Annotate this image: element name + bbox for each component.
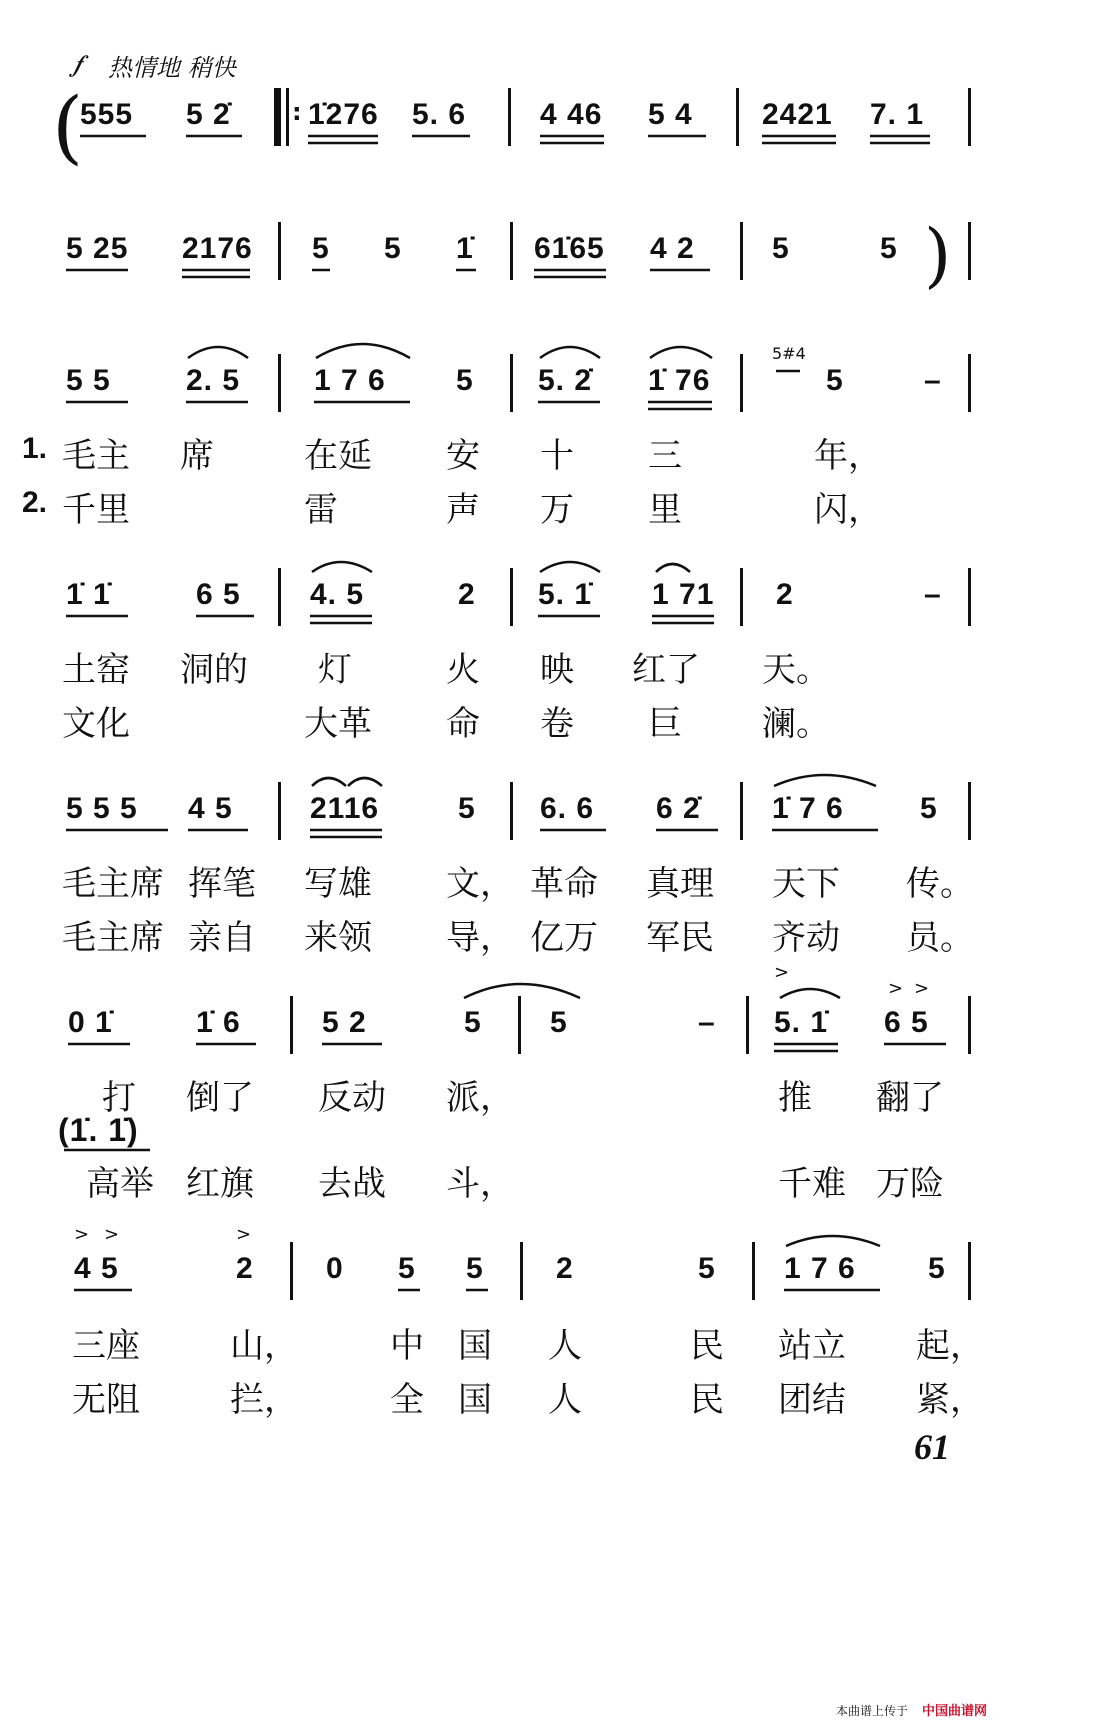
lyric: 年，	[814, 436, 882, 476]
lyric: 三座	[72, 1326, 140, 1366]
note-group: 6 5	[196, 578, 241, 611]
tempo-marking: 热情地 稍快	[108, 54, 236, 82]
note-group: 6 5	[884, 1006, 929, 1039]
lyric: 斗，	[446, 1164, 514, 1204]
note: 5	[928, 1252, 946, 1285]
barline	[746, 996, 749, 1054]
lyric: 军民	[646, 918, 714, 958]
lyric: 真理	[646, 864, 714, 904]
lyric: 万	[540, 490, 574, 530]
note-group: 1̇276	[308, 98, 379, 131]
lyric: 红旗	[186, 1164, 254, 1204]
lyric: 无阻	[72, 1380, 140, 1420]
lyric: 千里	[62, 490, 130, 530]
lyric: 安	[446, 436, 480, 476]
note: 2	[776, 578, 794, 611]
alternate-notes: (1̇. 1̇)	[58, 1112, 139, 1148]
lyric: 国	[458, 1326, 492, 1366]
lyric: 火	[446, 650, 480, 690]
note: 2	[236, 1252, 254, 1285]
note-group: 5. 1̇	[538, 578, 593, 611]
intro-close-paren: )	[924, 214, 952, 296]
barline	[740, 222, 743, 280]
lyric: 去战	[318, 1164, 386, 1204]
lyric: 在延	[304, 436, 372, 476]
note-group: 4 5	[74, 1252, 119, 1285]
note-group: 1̇ 7 6	[772, 792, 844, 825]
dash: –	[924, 364, 942, 397]
lyric: 亿万	[530, 918, 598, 958]
note-group: 2116	[310, 792, 380, 825]
note-group: 4. 5	[310, 578, 365, 611]
note-group: 2. 5	[186, 364, 241, 397]
note-group: 5 5 5	[66, 792, 138, 825]
lyric: 写雄	[304, 864, 372, 904]
note-group: 1 7 6	[314, 364, 386, 397]
note-group: 2176	[182, 232, 253, 265]
lyric: 国	[458, 1380, 492, 1420]
note-group: 1 7 6	[784, 1252, 856, 1285]
note-group: 4 46	[540, 98, 603, 131]
note: 5	[826, 364, 844, 397]
note: 2	[458, 578, 476, 611]
lyric: 席	[180, 436, 214, 476]
barline	[510, 568, 513, 626]
lyric: 导，	[446, 918, 514, 958]
barline	[520, 1242, 523, 1300]
note-group: 5 25	[66, 232, 129, 265]
lyric: 万险	[876, 1164, 944, 1204]
repeat-barline-thin	[286, 88, 289, 146]
note: 5	[398, 1252, 416, 1285]
note-group: 5 2	[322, 1006, 367, 1039]
barline	[278, 354, 281, 412]
verse-number: 2.	[22, 486, 48, 519]
barline	[968, 782, 971, 840]
repeat-barline	[274, 88, 281, 146]
lyric: 洞的	[180, 650, 248, 690]
lyric: 挥笔	[188, 864, 256, 904]
note-group: 1̇ 6	[196, 1006, 241, 1039]
grace-notes: 5#4	[772, 344, 806, 363]
note-group: 6. 6	[540, 792, 595, 825]
lyric: 里	[648, 490, 682, 530]
barline	[510, 782, 513, 840]
repeat-dots: :	[292, 98, 302, 126]
barline	[740, 568, 743, 626]
lyric: 毛主席	[62, 918, 164, 958]
barline	[510, 354, 513, 412]
barline	[740, 782, 743, 840]
note-group: 1̇ 76	[648, 364, 711, 397]
lyric: 天。	[762, 650, 830, 690]
svg-text:>: >	[888, 978, 904, 999]
svg-text:>: >	[236, 1224, 252, 1245]
lyric: 人	[548, 1380, 582, 1420]
barline	[736, 88, 739, 146]
barline	[968, 1242, 971, 1300]
note-group: 4 2	[650, 232, 695, 265]
note-group: 5 5	[66, 364, 111, 397]
lyric: 派，	[446, 1078, 514, 1118]
lyric: 土窑	[62, 650, 130, 690]
lyric: 站立	[778, 1326, 846, 1366]
note-group: 5. 1̇	[774, 1006, 829, 1039]
barline	[278, 222, 281, 280]
lyric: 中	[390, 1326, 424, 1366]
lyric: 传。	[906, 864, 974, 904]
lyric: 雷	[304, 490, 338, 530]
lyric: 推	[778, 1078, 812, 1118]
barline	[518, 996, 521, 1054]
note: 1̇	[456, 232, 474, 265]
dash: –	[924, 578, 942, 611]
lyric: 民	[690, 1380, 724, 1420]
note: 5	[312, 232, 330, 265]
barline	[740, 354, 743, 412]
site-logo: 中国曲谱网	[922, 1704, 988, 1719]
barline	[508, 88, 511, 146]
lyric: 三	[648, 436, 682, 476]
barline	[968, 222, 971, 280]
note: 5	[698, 1252, 716, 1285]
note: 5	[880, 232, 898, 265]
lyric: 起，	[916, 1326, 984, 1366]
lyric: 全	[390, 1380, 424, 1420]
barline	[278, 568, 281, 626]
note: 5	[458, 792, 476, 825]
intro-open-paren: (	[52, 80, 84, 173]
svg-text:>: >	[74, 1224, 90, 1245]
barline	[968, 354, 971, 412]
lyric: 毛主	[62, 436, 130, 476]
dynamic-marking: 𝆑	[74, 50, 82, 78]
lyric: 天下	[772, 864, 840, 904]
lyric: 闪，	[814, 490, 882, 530]
note: 2	[556, 1252, 574, 1285]
lyric: 红了	[632, 650, 700, 690]
note-group: 61̇65	[534, 232, 605, 265]
lyric: 澜。	[762, 704, 830, 744]
lyric: 巨	[648, 704, 682, 744]
barline	[968, 568, 971, 626]
note: 5	[384, 232, 402, 265]
lyric: 千难	[778, 1164, 846, 1204]
note-group: 5. 6	[412, 98, 467, 131]
lyric: 高举	[86, 1164, 154, 1204]
note: 5	[550, 1006, 568, 1039]
lyric: 文化	[62, 704, 130, 744]
verse-number: 1.	[22, 432, 48, 465]
lyric: 声	[446, 490, 480, 530]
svg-text:>: >	[104, 1224, 120, 1245]
note-group: 1̇ 1̇	[66, 578, 111, 611]
lyric: 大革	[304, 704, 372, 744]
lyric: 齐动	[772, 918, 840, 958]
barline	[290, 996, 293, 1054]
lyric: 山，	[230, 1326, 298, 1366]
note: 5	[456, 364, 474, 397]
barline	[752, 1242, 755, 1300]
lyric: 紧，	[916, 1380, 984, 1420]
lyric: 民	[690, 1326, 724, 1366]
lyric: 文，	[446, 864, 514, 904]
note: 5	[772, 232, 790, 265]
lyric: 命	[446, 704, 480, 744]
lyric: 倒了	[186, 1078, 254, 1118]
note: 0	[326, 1252, 344, 1285]
lyric: 映	[540, 650, 574, 690]
barline	[968, 88, 971, 146]
lyric: 来领	[304, 918, 372, 958]
note-group: 5 2̇	[186, 98, 231, 131]
svg-text:>: >	[774, 962, 790, 983]
barline	[968, 996, 971, 1054]
lyric: 反动	[318, 1078, 386, 1118]
note: 5	[920, 792, 938, 825]
note-group: 555	[80, 98, 134, 131]
lyric: 十	[540, 436, 574, 476]
note: 5	[466, 1252, 484, 1285]
lyric: 毛主席	[62, 864, 164, 904]
note-group: 5 4	[648, 98, 693, 131]
note-group: 4 5	[188, 792, 233, 825]
note-group: 5. 2̇	[538, 364, 593, 397]
lyric: 拦，	[230, 1380, 298, 1420]
note: 5	[464, 1006, 482, 1039]
barline	[290, 1242, 293, 1300]
lyric: 员。	[906, 918, 974, 958]
note-group: 6 2̇	[656, 792, 701, 825]
barline	[510, 222, 513, 280]
note-group: 0 1̇	[68, 1006, 113, 1039]
lyric: 人	[548, 1326, 582, 1366]
lyric: 亲自	[188, 918, 256, 958]
upload-note: 本曲谱上传于	[836, 1704, 909, 1718]
lyric: 灯	[318, 650, 352, 690]
lyric: 翻了	[876, 1078, 944, 1118]
lyric: 革命	[530, 864, 598, 904]
note-group: 2421	[762, 98, 833, 131]
page-number: 61	[914, 1427, 950, 1467]
lyric: 团结	[778, 1380, 846, 1420]
dash: –	[698, 1006, 716, 1039]
svg-text:>: >	[914, 978, 930, 999]
barline	[278, 782, 281, 840]
lyric: 打	[102, 1078, 136, 1118]
note-group: 7. 1	[870, 98, 925, 131]
note-group: 1 71	[652, 578, 715, 611]
lyric: 卷	[540, 704, 574, 744]
